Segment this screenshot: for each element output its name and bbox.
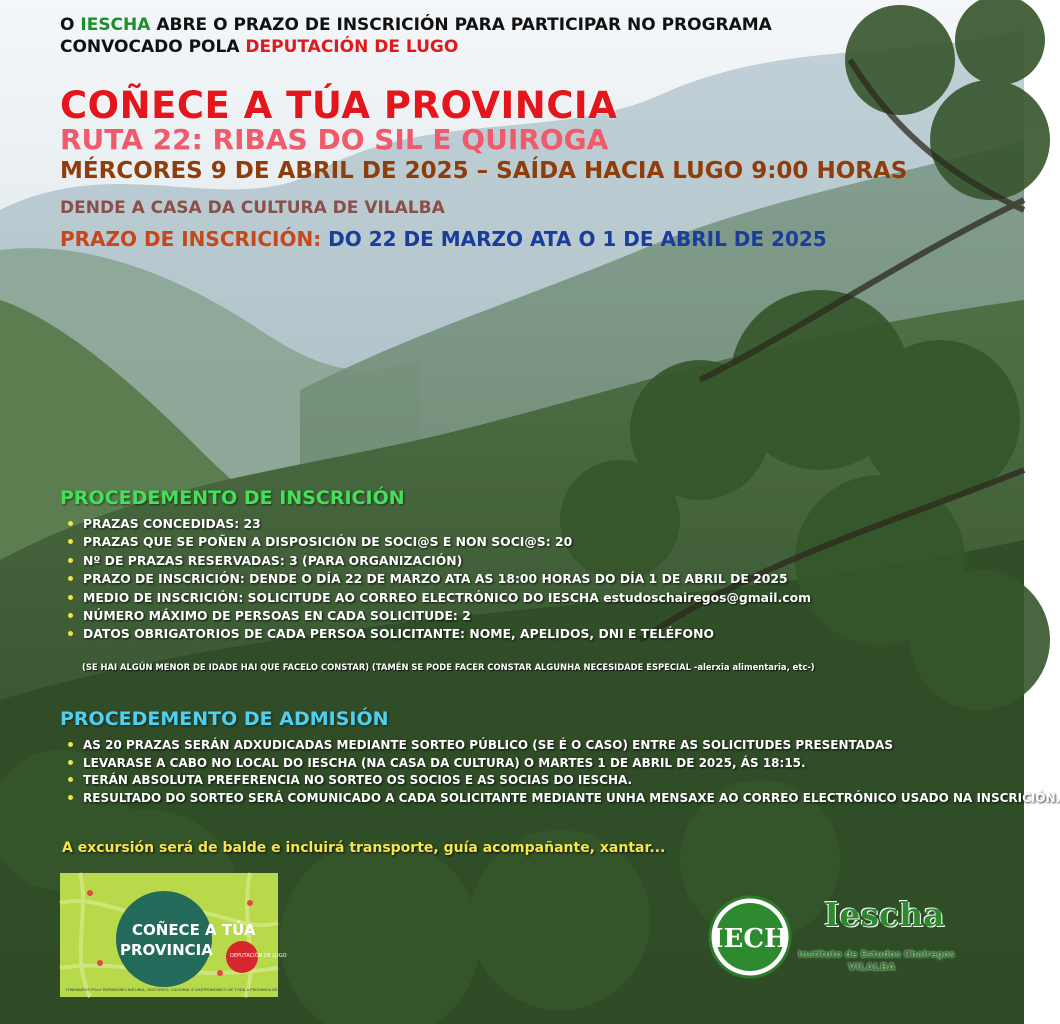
intro-line1-rest: ABRE O PRAZO DE INSCRICIÓN PARA PARTICIPAR NO PROGRAMA bbox=[150, 15, 772, 35]
date-departure: MÉRCORES 9 DE ABRIL DE 2025 – SAÍDA HACIA LUGO 9:00 HORAS bbox=[60, 158, 908, 184]
admision-heading: PROCEDEMENTO DE ADMISIÓN bbox=[60, 708, 389, 730]
program-logo-circle bbox=[116, 891, 212, 987]
deputacion-badge-text: DEPUTACIÓN DE LUGO bbox=[230, 953, 287, 959]
list-item bbox=[62, 533, 811, 551]
list-item bbox=[62, 625, 811, 643]
intro-line2-prefix: CONVOCADO POLA bbox=[60, 37, 246, 57]
intro-org: IESCHA bbox=[80, 15, 151, 35]
intro-line-2 bbox=[60, 36, 772, 58]
email-address[interactable]: estudoschairegos@gmail.com bbox=[598, 589, 812, 605]
item-label: NÚMERO MÁXIMO DE PERSOAS EN CADA SOLICITUDE: bbox=[83, 607, 458, 623]
program-logo-line-2: PROVINCIA bbox=[120, 941, 213, 959]
program-logo bbox=[60, 873, 290, 997]
item-label: DATOS OBRIGATORIOS DE CADA PERSOA SOLICITANTE: bbox=[83, 626, 466, 642]
item-text: TERÁN ABSOLUTA PREFERENCIA NO SORTEO OS SOCIOS E AS SOCIAS DO IESCHA. bbox=[83, 773, 633, 788]
list-item bbox=[62, 552, 811, 570]
registration-period-label: PRAZO DE INSCRICIÓN: bbox=[60, 227, 322, 251]
list-item bbox=[62, 570, 811, 588]
footer-note: A excursión será de balde e incluirá transporte, guía acompañante, xantar... bbox=[62, 840, 666, 856]
item-text: RESULTADO DO SORTEO SERÁ COMUNICADO A CADA SOLICITANTE MEDIANTE UNHA MENSAXE AO CORREO ELECTRÓNICO USADO NA INSCRICIÓN. bbox=[83, 790, 1060, 805]
admision-list bbox=[62, 737, 1060, 807]
list-item bbox=[62, 515, 811, 533]
item-value: NOME, APELIDOS, DNI E TELÉFONO bbox=[465, 626, 714, 642]
route-subtitle: RUTA 22: RIBAS DO SIL E QUIROGA bbox=[60, 123, 609, 156]
bullet-icon bbox=[68, 521, 73, 526]
bullet-icon bbox=[68, 576, 73, 581]
item-value: 2 bbox=[457, 607, 471, 623]
registration-period bbox=[60, 227, 827, 251]
registration-period-value: DO 22 DE MARZO ATA O 1 DE ABRIL DE 2025 bbox=[321, 227, 827, 251]
item-value: 23 bbox=[239, 516, 261, 531]
inscricion-heading: PROCEDEMENTO DE INSCRICIÓN bbox=[60, 487, 405, 509]
list-item bbox=[62, 755, 1060, 773]
intro-prefix: O bbox=[60, 15, 81, 35]
iech-mark-text: IECH bbox=[711, 924, 789, 954]
intro-line-1 bbox=[60, 14, 772, 36]
item-text: LEVARASE A CABO NO LOCAL DO IESCHA (NA CASA DA CULTURA) O MARTES 1 DE ABRIL DE 2025, ÁS 18:15. bbox=[83, 755, 806, 770]
iescha-name: Iescha bbox=[824, 895, 945, 934]
list-item bbox=[62, 607, 811, 625]
item-label: PRAZAS CONCEDIDAS: bbox=[83, 516, 240, 531]
inscricion-list bbox=[62, 515, 811, 644]
bullet-icon bbox=[68, 795, 73, 800]
list-item bbox=[62, 589, 811, 607]
item-value: 20 bbox=[550, 534, 573, 550]
program-logo-line-1: COÑECE A TÚA bbox=[132, 921, 256, 939]
item-value: 3 (PARA ORGANIZACIÓN) bbox=[284, 552, 463, 568]
item-label: Nº DE PRAZAS RESERVADAS: bbox=[83, 552, 285, 568]
bullet-icon bbox=[68, 558, 73, 563]
bullet-icon bbox=[68, 742, 73, 747]
list-item bbox=[62, 790, 1060, 808]
bullet-icon bbox=[68, 595, 73, 600]
item-value: DENDE O DÍA 22 DE MARZO ATA AS 18:00 HORAS DO DÍA 1 DE ABRIL DE 2025 bbox=[244, 571, 788, 587]
inscricion-note: (SE HAI ALGÚN MENOR DE IDADE HAI QUE FACELO CONSTAR) (TAMÉN SE PODE FACER CONSTAR ALGUNHA NECESIDADE ESPECIAL -alerxia alimentaria, etc-) bbox=[82, 662, 815, 672]
intro-text bbox=[60, 14, 772, 58]
iech-emblem-icon bbox=[708, 895, 792, 979]
iescha-town: VILALBA bbox=[848, 962, 896, 973]
bullet-icon bbox=[68, 631, 73, 636]
poster-title: COÑECE A TÚA PROVINCIA bbox=[60, 84, 618, 127]
bullet-icon bbox=[68, 777, 73, 782]
item-label: PRAZAS QUE SE POÑEN A DISPOSICIÓN DE SOCI@S E NON SOCI@S: bbox=[83, 534, 551, 550]
bullet-icon bbox=[68, 760, 73, 765]
item-text: AS 20 PRAZAS SERÁN ADXUDICADAS MEDIANTE SORTEO PÚBLICO (SE É O CASO) ENTRE AS SOLICITUDES PRESENTADAS bbox=[83, 738, 893, 752]
item-label: MEDIO DE INSCRICIÓN: SOLICITUDE AO CORREO ELECTRÓNICO DO IESCHA bbox=[83, 589, 599, 605]
list-item bbox=[62, 737, 1060, 755]
bullet-icon bbox=[68, 539, 73, 544]
iescha-subtitle: Instituto de Estudos Chairegos bbox=[798, 950, 955, 960]
bullet-icon bbox=[68, 613, 73, 618]
departure-place: DENDE A CASA DA CULTURA DE VILALBA bbox=[60, 198, 445, 218]
list-item bbox=[62, 772, 1060, 790]
program-tagline: ITINERARIOS POLO PATRIMONIO NATURAL, HISTÓRICO, CULTURAL E GASTRONÓMICO DE TODA A PROVINCIA DE LUGO bbox=[66, 987, 290, 992]
item-label: PRAZO DE INSCRICIÓN: bbox=[83, 571, 245, 587]
intro-convener: DEPUTACIÓN DE LUGO bbox=[245, 37, 459, 57]
